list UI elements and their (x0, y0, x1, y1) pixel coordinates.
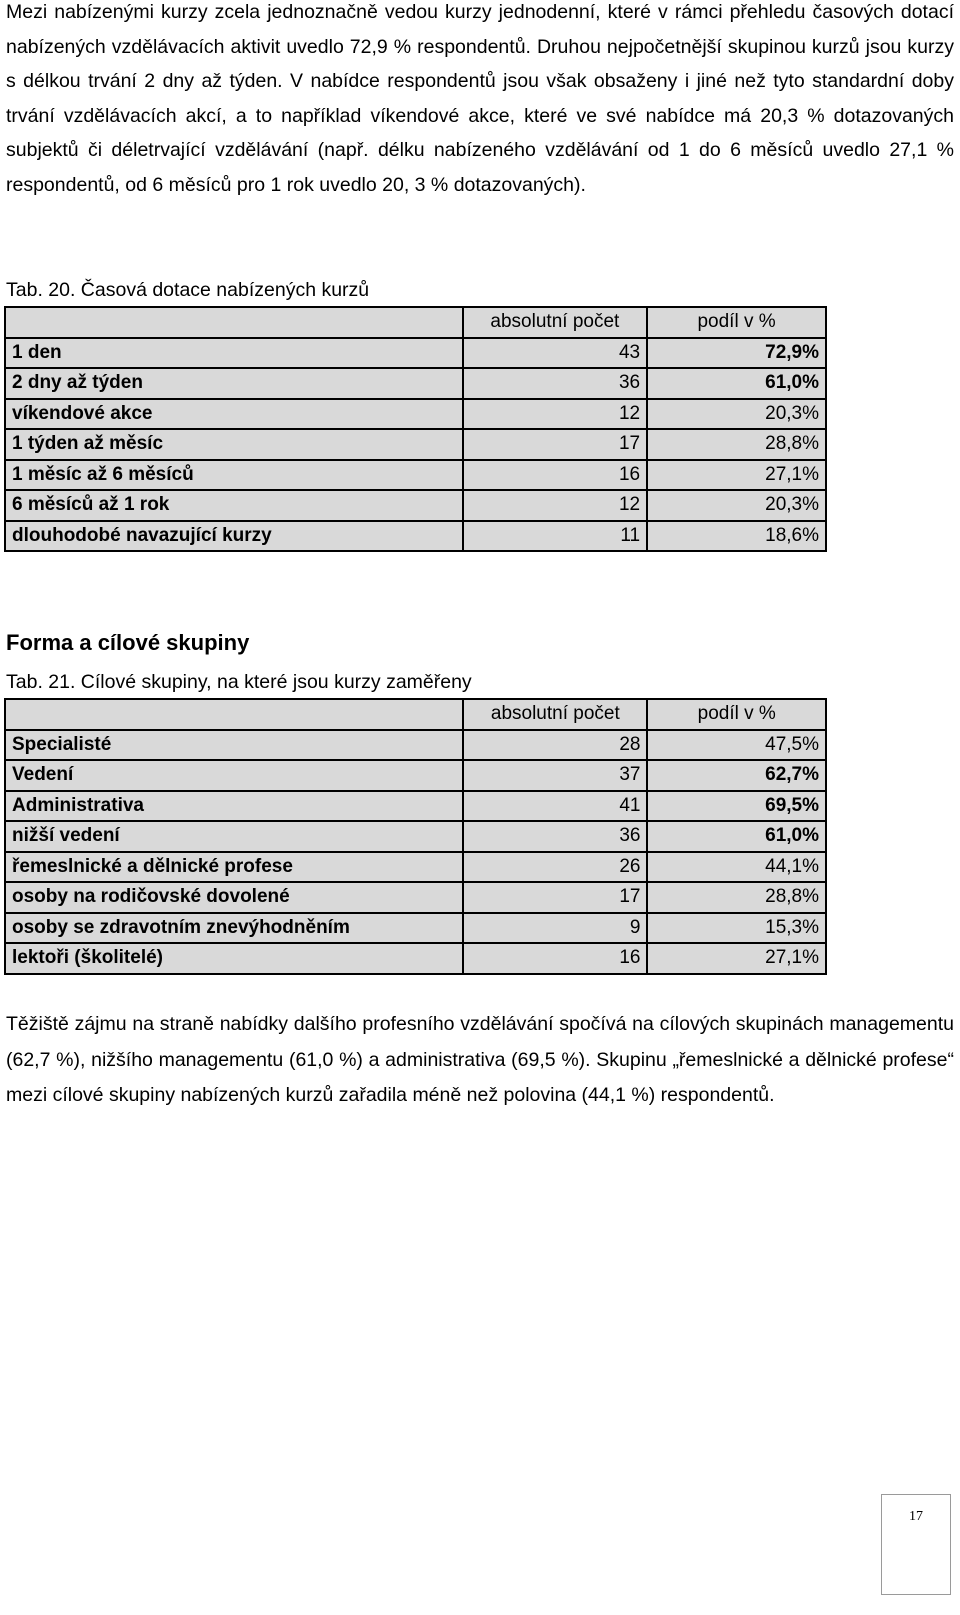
table-row (5, 521, 826, 552)
row-count-cell: 26 (463, 852, 647, 883)
table-row (5, 821, 826, 852)
row-label-cell: 2 dny až týden (5, 368, 463, 399)
row-label-cell: Specialisté (5, 730, 463, 761)
section-heading: Forma a cílové skupiny (6, 630, 250, 655)
table-21-body (5, 699, 826, 974)
table-row (5, 429, 826, 460)
header-cell-absolute-count: absolutní počet (463, 307, 647, 338)
row-share-cell: 28,8% (647, 429, 826, 460)
row-count-cell: 16 (463, 460, 647, 491)
table-header-row (5, 699, 826, 730)
table-row (5, 368, 826, 399)
table-row (5, 730, 826, 761)
header-cell-absolute-count: absolutní počet (463, 699, 647, 730)
table-20-caption: Tab. 20. Časová dotace nabízených kurzů (6, 279, 370, 301)
row-share-cell: 27,1% (647, 943, 826, 974)
table-row (5, 791, 826, 822)
row-label-cell: víkendové akce (5, 399, 463, 430)
row-count-cell: 9 (463, 913, 647, 944)
row-label-cell: 1 den (5, 338, 463, 369)
row-label-cell: Vedení (5, 760, 463, 791)
table-21 (4, 698, 827, 975)
row-share-cell: 69,5% (647, 791, 826, 822)
row-count-cell: 11 (463, 521, 647, 552)
row-share-cell: 47,5% (647, 730, 826, 761)
row-label-cell: 1 měsíc až 6 měsíců (5, 460, 463, 491)
row-share-cell: 72,9% (647, 338, 826, 369)
header-cell-empty (5, 307, 463, 338)
row-share-cell: 20,3% (647, 490, 826, 521)
row-count-cell: 16 (463, 943, 647, 974)
row-share-cell: 15,3% (647, 913, 826, 944)
row-share-cell: 28,8% (647, 882, 826, 913)
header-cell-share: podíl v % (647, 699, 826, 730)
closing-paragraph: Těžiště zájmu na straně nabídky dalšího profesního vzdělávání spočívá na cílových skupinách managementu (62,7 %), nižšího managementu (61,0 %) a administrativa (69,5 %). Skupinu „řemeslnické a dělnické profese“ mezi cílové skupiny nabízených kurzů zařadila méně než polovina (44,1 %) respondentů. (6, 1013, 954, 1106)
row-count-cell: 17 (463, 882, 647, 913)
table-21-caption: Tab. 21. Cílové skupiny, na které jsou kurzy zaměřeny (6, 671, 472, 693)
row-label-cell: Administrativa (5, 791, 463, 822)
row-share-cell: 18,6% (647, 521, 826, 552)
table-20-body (5, 307, 826, 551)
row-label-cell: osoby na rodičovské dovolené (5, 882, 463, 913)
row-count-cell: 36 (463, 821, 647, 852)
row-label-cell: osoby se zdravotním znevýhodněním (5, 913, 463, 944)
row-label-cell: lektoři (školitelé) (5, 943, 463, 974)
table-row (5, 943, 826, 974)
row-label-cell: řemeslnické a dělnické profese (5, 852, 463, 883)
row-share-cell: 61,0% (647, 368, 826, 399)
row-count-cell: 36 (463, 368, 647, 399)
table-row (5, 338, 826, 369)
row-share-cell: 61,0% (647, 821, 826, 852)
intro-paragraph: Mezi nabízenými kurzy zcela jednoznačně vedou kurzy jednodenní, které v rámci přehledu časových dotací nabízených vzdělávacích aktivit uvedlo 72,9 % respondentů. Druhou nejpočetnější skupinou kurzů jsou kurzy s délkou trvání 2 dny až týden. V nabídce respondentů jsou však obsaženy i jiné než tyto standardní doby trvání vzdělávacích akcí, a to například víkendové akce, které ve své nabídce má 20,3 % dotazovaných subjektů či déletrvající vzdělávání (např. délku nabízeného vzdělávání od 1 do 6 měsíců uvedlo 27,1 % respondentů, od 6 měsíců pro 1 rok uvedlo 20, 3 % dotazovaných). (6, 1, 954, 196)
row-count-cell: 28 (463, 730, 647, 761)
row-count-cell: 37 (463, 760, 647, 791)
row-count-cell: 43 (463, 338, 647, 369)
table-20 (4, 306, 827, 552)
row-label-cell: 6 měsíců až 1 rok (5, 490, 463, 521)
page-number-box (881, 1494, 951, 1595)
row-label-cell: 1 týden až měsíc (5, 429, 463, 460)
table-row (5, 399, 826, 430)
row-label-cell: dlouhodobé navazující kurzy (5, 521, 463, 552)
row-count-cell: 41 (463, 791, 647, 822)
header-cell-empty (5, 699, 463, 730)
table-row (5, 882, 826, 913)
row-share-cell: 27,1% (647, 460, 826, 491)
page-number: 17 (909, 1509, 923, 1524)
table-row (5, 852, 826, 883)
table-header-row (5, 307, 826, 338)
row-label-cell: nižší vedení (5, 821, 463, 852)
table-row (5, 760, 826, 791)
row-share-cell: 20,3% (647, 399, 826, 430)
table-row (5, 490, 826, 521)
row-count-cell: 12 (463, 490, 647, 521)
row-share-cell: 62,7% (647, 760, 826, 791)
header-cell-share: podíl v % (647, 307, 826, 338)
row-share-cell: 44,1% (647, 852, 826, 883)
row-count-cell: 17 (463, 429, 647, 460)
row-count-cell: 12 (463, 399, 647, 430)
table-row (5, 460, 826, 491)
table-row (5, 913, 826, 944)
